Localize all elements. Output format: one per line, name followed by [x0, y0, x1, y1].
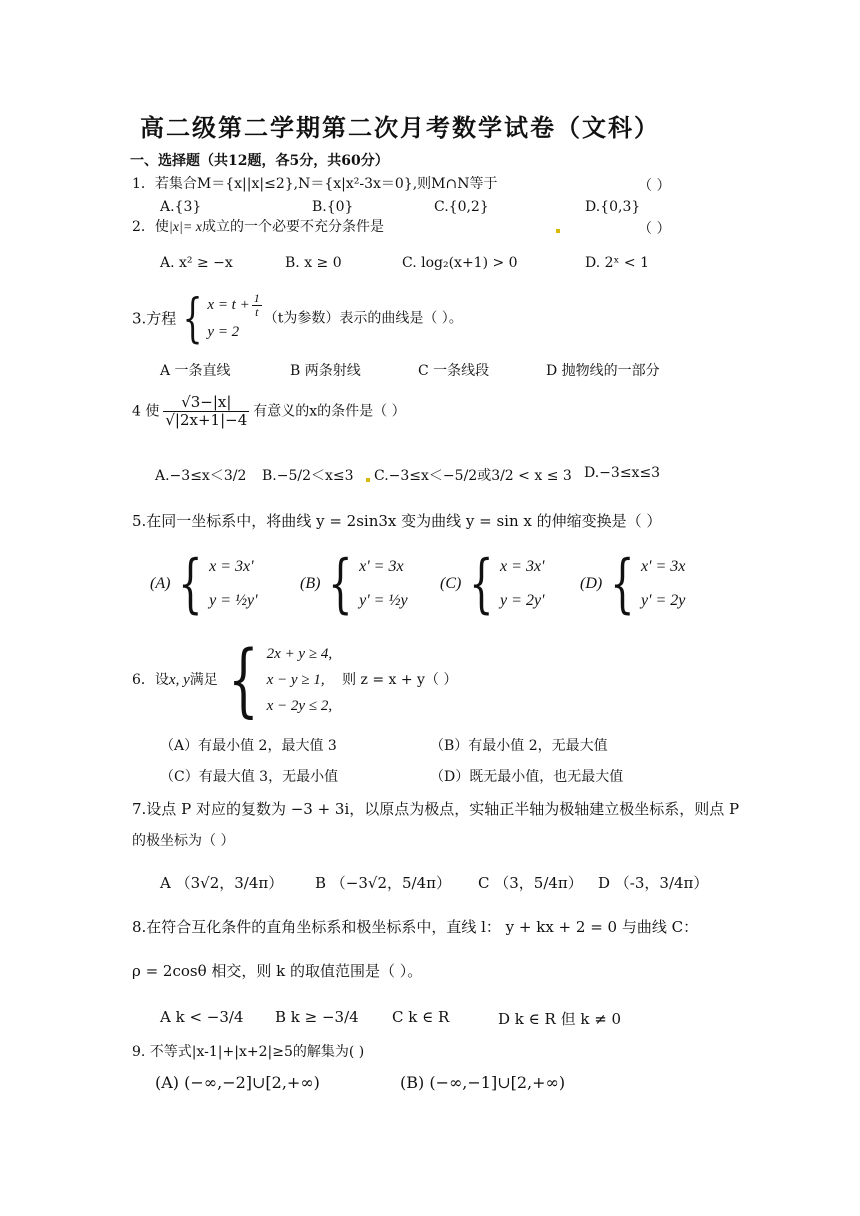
q7-option-c: C （3，5/4π） — [478, 874, 583, 892]
q6-option-a: （A）有最小值 2，最大值 3 — [160, 738, 337, 754]
stray-dot — [366, 478, 370, 482]
q5-d-r2: y' = 2y — [640, 592, 686, 609]
q6-option-d: （D）既无最小值，也无最大值 — [430, 769, 624, 785]
q1-paren: （ ） — [638, 178, 671, 194]
q6-stem-post: 则 z = x + y（ ） — [342, 672, 458, 688]
q5-option-d: (D) { x' = 3x y' = 2y — [580, 547, 686, 621]
q6-sys-3: x − 2y ≤ 2, — [266, 698, 333, 714]
q8-option-d: D k ∈ R 但 k ≠ 0 — [498, 1010, 622, 1028]
q4-den: √|2x+1|−4 — [165, 411, 248, 429]
q3-option-d: D 抛物线的一部分 — [546, 363, 660, 379]
q5-c-label: (C) — [440, 575, 462, 592]
q6-stem: 6．设x, y满足 { 2x + y ≥ 4, x − y ≥ 1, x − 2y ≤ 2, 则 z = x + y（ ） — [132, 633, 458, 726]
q7-line1: 7.设点 P 对应的复数为 −3 + 3i，以原点为极点，实轴正半轴为极轴建立极坐标系，则点 P — [132, 800, 740, 818]
q5-a-r2: y = ½y' — [209, 592, 258, 609]
q1-option-a: A.{3} — [160, 199, 202, 215]
q1-option-b: B.{0} — [312, 199, 354, 215]
q5-d-label: (D) — [580, 575, 603, 592]
stray-dot — [556, 229, 560, 233]
q2-option-c: C. log₂(x+1) > 0 — [402, 255, 518, 271]
q8-option-b: B k ≥ −3/4 — [275, 1008, 359, 1026]
q2-paren: （ ） — [638, 221, 671, 237]
q7-option-d: D （-3，3/4π） — [598, 874, 709, 892]
q7-option-a: A （3√2，3/4π） — [160, 874, 284, 892]
q1-option-d: D.{0,3} — [585, 199, 641, 215]
q3-stem-post: （t为参数）表示的曲线是（ ）。 — [263, 310, 463, 327]
q4-num: √3−|x| — [163, 394, 249, 412]
q5-d-r1: x' = 3x — [640, 558, 686, 575]
q5-a-r1: x = 3x' — [209, 558, 254, 575]
q4-option-c: C.−3≤x＜−5/2或3/2 < x ≤ 3 — [374, 468, 572, 484]
q5-option-c: (C) { x = 3x' y = 2y' — [440, 547, 545, 621]
q4-stem — [132, 394, 406, 444]
q2-stem — [132, 218, 384, 237]
q5-b-r1: x' = 3x — [359, 558, 404, 575]
q9-stem: 9. 不等式|x-1|+|x+2|≥5的解集为( ) — [132, 1044, 365, 1060]
q3-option-a: A 一条直线 — [160, 363, 231, 379]
q7-line2: 的极坐标为（ ） — [132, 833, 235, 849]
q6-stem-mid: 满足 — [189, 672, 218, 688]
q3-option-b: B 两条射线 — [290, 363, 361, 379]
q9-option-b: (B) (−∞,−1]∪[2,+∞) — [400, 1073, 566, 1092]
q6-vars: x, y — [168, 672, 190, 688]
q3-frac-num: 1 — [253, 291, 260, 306]
exam-title: 高二级第二学期第二次月考数学试卷（文科） — [140, 113, 660, 142]
q6-option-c: （C）有最大值 3，无最小值 — [160, 769, 339, 785]
q1-option-c: C.{0,2} — [434, 199, 489, 215]
q6-sys-2: x − y ≥ 1, — [266, 672, 325, 688]
q4-option-a: A.−3≤x＜3/2 — [155, 468, 247, 484]
q4-stem-pre: 4 使 — [132, 403, 160, 420]
q6-stem-pre: 6．设 — [132, 672, 169, 688]
q2-stem-post: 成立的一个必要不充分条件是 — [202, 219, 384, 235]
q5-option-b: (B) { x' = 3x y' = ½y — [300, 547, 408, 621]
q5-option-a: (A) { x = 3x' y = ½y' — [150, 547, 258, 621]
q1-stem: 1．若集合M＝{x||x|≤2},N＝{x|x²-3x＝0},则M∩N等于 — [132, 176, 498, 192]
q3-frac-den: t — [255, 305, 259, 320]
q6-option-b: （B）有最小值 2，无最大值 — [430, 738, 608, 754]
q4-option-d: D.−3≤x≤3 — [584, 465, 661, 481]
q3-stem — [132, 288, 463, 349]
q3-sys-row1: x = t + — [207, 297, 250, 313]
q6-sys-1: 2x + y ≥ 4, — [266, 646, 333, 662]
q2-option-a: A. x² ≥ −x — [160, 255, 233, 271]
q8-line1: 8.在符合互化条件的直角坐标系和极坐标系中，直线 l： y + kx + 2 = 0 与曲线 C： — [132, 918, 699, 936]
q3-option-c: C 一条线段 — [418, 363, 490, 379]
q8-option-c: C k ∈ R — [392, 1008, 450, 1026]
q2-option-b: B. x ≥ 0 — [285, 255, 342, 271]
q5-b-label: (B) — [300, 575, 321, 592]
q5-b-r2: y' = ½y — [359, 592, 408, 609]
q7-option-b: B （−3√2，5/4π） — [315, 874, 452, 892]
q4-option-b: B.−5/2＜x≤3 — [262, 468, 354, 484]
q9-option-a: (A) (−∞,−2]∪[2,+∞) — [155, 1073, 320, 1092]
q3-brace: { — [182, 288, 203, 349]
q5-c-r2: y = 2y' — [500, 592, 545, 609]
q3-sys-row2: y = 2 — [207, 324, 240, 341]
q5-stem: 5.在同一坐标系中，将曲线 y = 2sin3x 变为曲线 y = sin x 的伸缩变换是（ ） — [132, 512, 662, 530]
q5-a-label: (A) — [150, 575, 171, 592]
q2-option-d: D. 2ˣ < 1 — [585, 255, 650, 271]
q3-system — [207, 292, 263, 345]
q5-c-r1: x = 3x' — [500, 558, 545, 575]
q8-option-a: A k < −3/4 — [160, 1008, 244, 1026]
q8-line2: ρ = 2cosθ 相交，则 k 的取值范围是（ ）。 — [132, 962, 423, 980]
q2-stem-pre: 2．使 — [132, 219, 169, 235]
section-heading: 一、选择题（共12题，各5分，共60分） — [130, 153, 389, 169]
q3-stem-pre: 3.方程 — [132, 309, 177, 328]
q2-stem-math: |x|= x — [168, 220, 202, 235]
q4-stem-post: 有意义的x的条件是（ ） — [253, 403, 406, 420]
